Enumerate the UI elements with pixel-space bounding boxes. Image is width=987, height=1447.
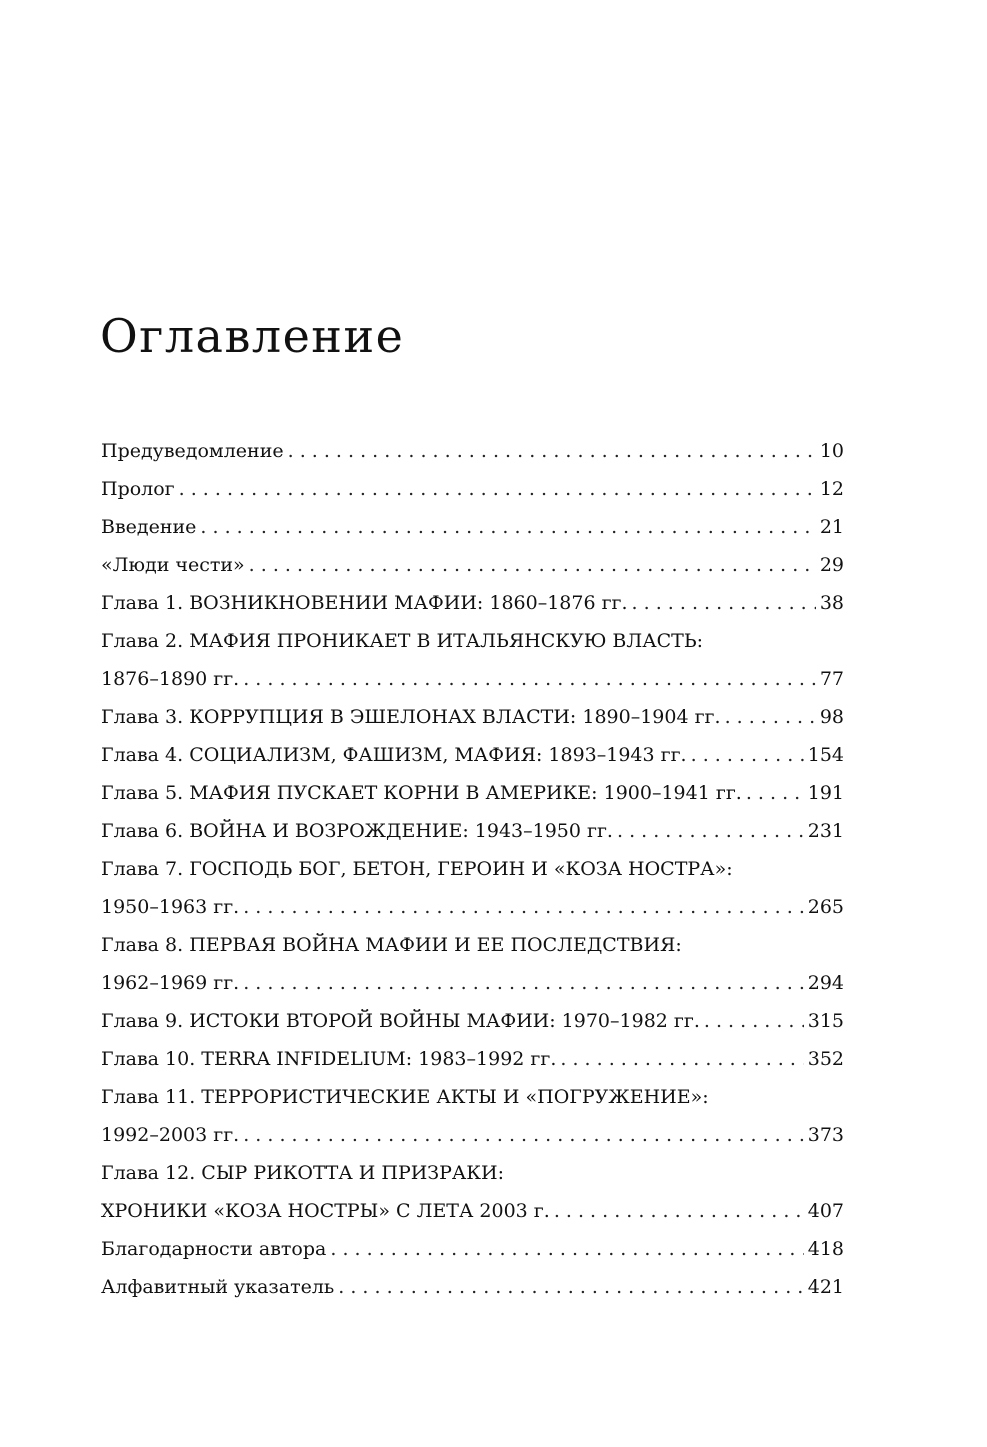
toc-page-number: 421: [807, 1276, 844, 1298]
toc-page-number: 154: [807, 744, 844, 766]
toc-entry-chapter-12[interactable]: [101, 1154, 844, 1230]
toc-page-number: 98: [819, 706, 844, 728]
dot-leader: [725, 698, 816, 736]
toc-entry-index[interactable]: [101, 1268, 844, 1306]
toc-entry-chapter-1[interactable]: [101, 584, 844, 622]
dot-leader: [200, 508, 815, 546]
dot-leader: [617, 812, 804, 850]
dot-leader: [243, 1116, 804, 1154]
toc-page-number: 265: [807, 896, 844, 918]
toc-entry-chapter-9[interactable]: [101, 1002, 844, 1040]
toc-entry-title: Глава 10. TERRA INFIDELIUM: 1983–1992 гг.: [101, 1048, 557, 1070]
toc-page-number: 10: [819, 440, 844, 462]
toc-entry-title: Введение: [101, 516, 197, 538]
toc-entry-title-line1: Глава 11. ТЕРРОРИСТИЧЕСКИЕ АКТЫ И «ПОГРУЖЕНИЕ»:: [101, 1086, 709, 1108]
dot-leader: [746, 774, 804, 812]
toc-page-number: 29: [819, 554, 844, 576]
toc-entry-chapter-10[interactable]: [101, 1040, 844, 1078]
toc-entry-men-of-honour[interactable]: [101, 546, 844, 584]
toc-entry-preface[interactable]: [101, 432, 844, 470]
toc-entry-acknowledgements[interactable]: [101, 1230, 844, 1268]
dot-leader: [330, 1230, 803, 1268]
toc-entry-title: Глава 9. ИСТОКИ ВТОРОЙ ВОЙНЫ МАФИИ: 1970–1982 гг.: [101, 1010, 700, 1032]
toc-entry-title: 1876–1890 гг.: [101, 668, 240, 690]
dot-leader: [243, 964, 804, 1002]
page-title: Оглавление: [100, 309, 405, 363]
toc-entry-title: Глава 1. ВОЗНИКНОВЕНИИ МАФИИ: 1860–1876 гг.: [101, 592, 628, 614]
dot-leader: [243, 660, 816, 698]
toc-entry-chapter-3[interactable]: [101, 698, 844, 736]
toc-page-number: 315: [807, 1010, 844, 1032]
toc-entry-title: Глава 3. КОРРУПЦИЯ В ЭШЕЛОНАХ ВЛАСТИ: 1890–1904 гг.: [101, 706, 721, 728]
toc-page-number: 418: [807, 1238, 844, 1260]
toc-entry-chapter-7[interactable]: [101, 850, 844, 926]
toc-entry-chapter-2[interactable]: [101, 622, 844, 698]
toc-page-number: 191: [807, 782, 844, 804]
toc-entry-title: Глава 5. МАФИЯ ПУСКАЕТ КОРНИ В АМЕРИКЕ: 1900–1941 гг.: [101, 782, 742, 804]
toc-entry-title: Пролог: [101, 478, 175, 500]
toc-entry-title-line1: Глава 7. ГОСПОДЬ БОГ, БЕТОН, ГЕРОИН И «КОЗА НОСТРА»:: [101, 858, 733, 880]
toc-page-number: 21: [819, 516, 844, 538]
dot-leader: [288, 432, 816, 470]
toc-page-number: 231: [807, 820, 844, 842]
toc-entry-chapter-6[interactable]: [101, 812, 844, 850]
toc-entry-title: 1962–1969 гг.: [101, 972, 240, 994]
dot-leader: [691, 736, 804, 774]
toc-page-number: 352: [807, 1048, 844, 1070]
toc-page-number: 294: [807, 972, 844, 994]
toc-page-number: 373: [807, 1124, 844, 1146]
toc-entry-chapter-8[interactable]: [101, 926, 844, 1002]
toc-entry-prologue[interactable]: [101, 470, 844, 508]
toc-entry-chapter-5[interactable]: [101, 774, 844, 812]
toc-entry-title: «Люди чести»: [101, 554, 245, 576]
toc-entry-title-line1: Глава 8. ПЕРВАЯ ВОЙНА МАФИИ И ЕЕ ПОСЛЕДСТВИЯ:: [101, 934, 682, 956]
toc-page-number: 407: [807, 1200, 844, 1222]
dot-leader: [554, 1192, 804, 1230]
toc-page-number: 77: [819, 668, 844, 690]
dot-leader: [179, 470, 816, 508]
toc-entry-title-line1: Глава 12. СЫР РИКОТТА И ПРИЗРАКИ:: [101, 1162, 504, 1184]
dot-leader: [560, 1040, 803, 1078]
toc-entry-title: 1950–1963 гг.: [101, 896, 240, 918]
toc-entry-title: Благодарности автора: [101, 1238, 327, 1260]
toc-entry-title: Предуведомление: [101, 440, 284, 462]
dot-leader: [704, 1002, 804, 1040]
toc-entry-title: Алфавитный указатель: [101, 1276, 335, 1298]
dot-leader: [632, 584, 816, 622]
table-of-contents: [101, 432, 844, 1306]
dot-leader: [243, 888, 804, 926]
toc-entry-introduction[interactable]: [101, 508, 844, 546]
toc-entry-title: 1992–2003 гг.: [101, 1124, 240, 1146]
dot-leader: [249, 546, 816, 584]
toc-entry-chapter-11[interactable]: [101, 1078, 844, 1154]
toc-page-number: 12: [819, 478, 844, 500]
toc-entry-title: Глава 4. СОЦИАЛИЗМ, ФАШИЗМ, МАФИЯ: 1893–1943 гг.: [101, 744, 687, 766]
toc-page-number: 38: [819, 592, 844, 614]
toc-entry-title-line1: Глава 2. МАФИЯ ПРОНИКАЕТ В ИТАЛЬЯНСКУЮ ВЛАСТЬ:: [101, 630, 704, 652]
dot-leader: [338, 1268, 803, 1306]
toc-entry-title: ХРОНИКИ «КОЗА НОСТРЫ» С ЛЕТА 2003 г.: [101, 1200, 550, 1222]
toc-entry-chapter-4[interactable]: [101, 736, 844, 774]
toc-entry-title: Глава 6. ВОЙНА И ВОЗРОЖДЕНИЕ: 1943–1950 гг.: [101, 820, 613, 842]
